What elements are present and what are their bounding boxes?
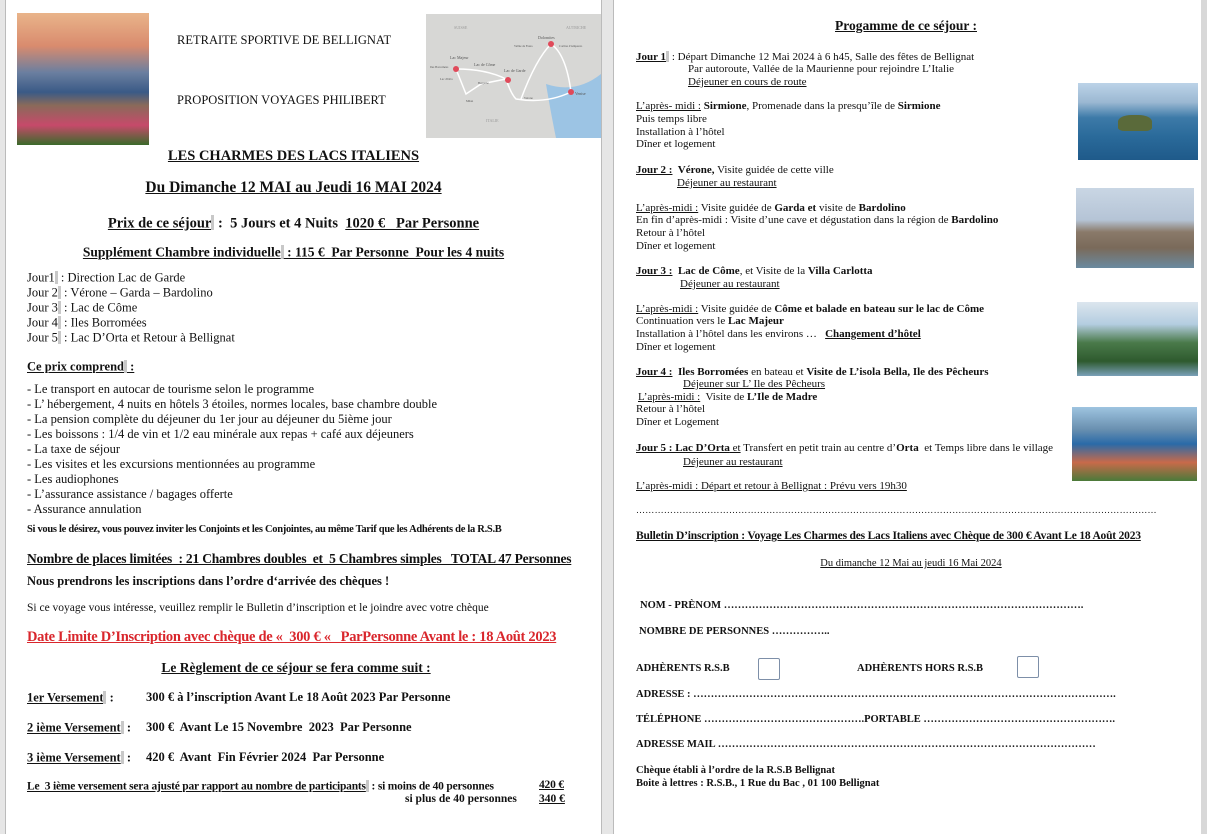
include-item: - Les visites et les excursions mentionnées au programme xyxy=(27,457,316,471)
include-item: - La pension complète du déjeuner du 1er jour au déjeuner du 5ième jour xyxy=(27,412,392,426)
order-note: Nous prendrons les inscriptions dans l’ordre d‘arrivée des chèques ! xyxy=(27,574,390,588)
text-line: Retour à l’hôtel xyxy=(636,227,706,239)
day-item: Jour 5 : Lac D’Orta et Retour à Bellignat xyxy=(27,330,235,345)
proposal-label: PROPOSITION VOYAGES PHILIBERT xyxy=(177,93,386,107)
trip-dates: Du Dimanche 12 MAI au Jeudi 16 MAI 2024 xyxy=(145,179,442,196)
map-label: Bergame xyxy=(478,81,489,85)
payment-row: 1er Versement : 300 € à l’inscription Avant Le 18 Août 2023 Par Personne xyxy=(27,690,451,705)
map-label: Vérone xyxy=(524,96,533,100)
day3-lunch: Déjeuner au restaurant xyxy=(680,278,780,290)
member-label: ADHÈRENTS R.S.B xyxy=(636,663,730,674)
map-label: SUISSE xyxy=(454,25,468,30)
map-label: Lac d'Orta xyxy=(440,77,453,81)
non-member-checkbox[interactable] xyxy=(1017,656,1039,678)
day1-route: Par autoroute, Vallée de la Maurienne pour rejoindre L’Italie xyxy=(688,63,955,75)
adjust-more: si plus de 40 personnes xyxy=(405,793,517,805)
price-label: Prix de ce séjour xyxy=(107,215,212,232)
villa-photo xyxy=(1077,302,1198,376)
supplement-value: : 115 € Par Personne Pour les 4 nuits xyxy=(283,244,505,260)
member-checkbox[interactable] xyxy=(758,658,780,680)
lake-orta-photo xyxy=(1072,407,1197,481)
adjust-note: Le 3 ième versement sera ajusté par rapport au nombre de participants : si moins de 40 personnes 420 € xyxy=(27,779,564,793)
persons-count-field[interactable]: NOMBRE DE PERSONNES …………….. xyxy=(639,626,830,637)
include-item: - Assurance annulation xyxy=(27,502,142,516)
deadline: Date Limite D’Inscription avec chèque de « 300 € « ParPersonne Avant le : 18 Août 2023 xyxy=(27,629,557,645)
map-label: Dolomites xyxy=(538,35,555,40)
sirmione-photo xyxy=(1078,83,1198,160)
price-line xyxy=(0,215,601,231)
text-line: Puis temps libre xyxy=(636,113,707,125)
day3: Jour 3 : Lac de Côme, et Visite de la Villa Carlotta xyxy=(636,265,873,277)
page-2 xyxy=(613,0,1207,834)
program-title: Progamme de ce séjour : xyxy=(835,18,977,33)
day-item: Jour1 : Direction Lac de Garde xyxy=(27,270,186,285)
day2: Jour 2 : Vérone, Visite guidée de cette ville xyxy=(636,164,834,176)
places-limit: Nombre de places limitées : 21 Chambres doubles et 5 Chambres simples TOTAL 47 Personnes xyxy=(27,551,572,566)
include-item: - Les audiophones xyxy=(27,472,119,486)
day1-afternoon: L’après- midi : Sirmione, Promenade dans la presqu’île de Sirmione xyxy=(636,100,941,112)
text-line: Installation à l’hôtel xyxy=(636,126,725,138)
day5-lunch: Déjeuner au restaurant xyxy=(683,456,783,468)
payment-title: Le Règlement de ce séjour se fera comme suit : xyxy=(161,660,431,675)
text-line: Dîner et Logement xyxy=(636,416,720,428)
includes-title: Ce prix comprend : xyxy=(27,359,135,374)
map-label: Lac de Garde xyxy=(504,68,526,73)
map-label: Cortina d'Ampezzo xyxy=(559,44,583,48)
day2-afternoon: L’après-midi : Visite guidée de Garda et visite de Bardolino xyxy=(636,202,906,214)
day4-lunch: Déjeuner sur L’ Ile des Pêcheurs xyxy=(683,378,826,390)
mailbox-address: Boite à lettres : R.S.B., 1 Rue du Bac , 01 100 Bellignat xyxy=(636,778,880,789)
form-dates: Du dimanche 12 Mai au jeudi 16 Mai 2024 xyxy=(820,558,1002,569)
map-label: AUTRICHE xyxy=(566,25,587,30)
text-line: Dîner et logement xyxy=(636,240,716,252)
phone-field[interactable]: TÉLÉPHONE ……………………………………….PORTABLE ………………………………………………. xyxy=(636,714,1115,725)
fill-note: Si ce voyage vous intéresse, veuillez remplir le Bulletin d’inscription et le joindre avec votre chèque xyxy=(27,602,489,614)
text-line: Dîner et logement xyxy=(636,138,716,150)
day4-afternoon: L’après-midi : Visite de L’Ile de Madre xyxy=(638,391,818,403)
text-line: Installation à l’hôtel dans les environs … Changement d’hôtel xyxy=(636,328,921,340)
map-label: Lac de Côme xyxy=(474,62,496,67)
invite-note: Si vous le désirez, vous pouvez inviter les Conjoints et les Conjointes, au même Tarif que les Adhérents de la R.S.B xyxy=(27,524,502,535)
day5: Jour 5 : Lac D’Orta et Transfert en petit train au centre d’Orta et Temps libre dans le village xyxy=(636,442,1054,454)
map-label: Lac Majeur xyxy=(450,55,469,60)
include-item: - Le transport en autocar de tourisme selon le programme xyxy=(27,382,315,396)
day2-lunch: Déjeuner au restaurant xyxy=(677,177,777,189)
text-line: Dîner et logement xyxy=(636,341,716,353)
non-member-label: ADHÈRENTS HORS R.S.B xyxy=(857,663,984,674)
supplement-line xyxy=(0,245,601,259)
day-item: Jour 3 : Lac de Côme xyxy=(27,300,138,315)
price-value: 1020 € Par Personne xyxy=(345,215,480,232)
price-duration: 5 Jours et 4 Nuits xyxy=(230,215,346,232)
map-label: Venise xyxy=(575,91,586,96)
map-label: Vallée de Fassa xyxy=(514,44,533,48)
price-colon: : xyxy=(214,215,231,232)
adjust-more-value: 340 € xyxy=(539,793,565,805)
payment-row: 3 ième Versement : 420 € Avant Fin Février 2024 Par Personne xyxy=(27,750,385,765)
include-item: - L’ hébergement, 4 nuits en hôtels 3 étoiles, normes locales, base chambre double xyxy=(27,397,438,411)
text-line: Retour à l’hôtel xyxy=(636,403,706,415)
day1: Jour 1 : Départ Dimanche 12 Mai 2024 à 6 h45, Salle des fêtes de Bellignat xyxy=(636,51,975,63)
include-item: - L’assurance assistance / bagages offerte xyxy=(27,487,233,501)
map-label: Iles Borromées xyxy=(430,65,449,69)
address-field[interactable]: ADRESSE : …………………………………………………………………………………………………………. xyxy=(636,689,1116,700)
map-label: ITALIE xyxy=(486,118,499,123)
map-label: Milan xyxy=(466,99,474,103)
text-line: Continuation vers le Lac Majeur xyxy=(636,315,784,327)
day1-lunch: Déjeuner en cours de route xyxy=(688,76,807,88)
day5-afternoon: L’après-midi : Départ et retour à Bellignat : Prévu vers 19h30 xyxy=(636,480,907,492)
include-item: - La taxe de séjour xyxy=(27,442,121,456)
day-item: Jour 2 : Vérone – Garda – Bardolino xyxy=(27,285,213,300)
email-field[interactable]: ADRESSE MAIL ……………………………………………………………………………………………… xyxy=(636,739,1096,750)
day-item: Jour 4 : Iles Borromées xyxy=(27,315,147,330)
lake-village-photo xyxy=(17,13,149,145)
vertical-scrollbar[interactable] xyxy=(1201,0,1207,834)
separator-line: …………………………………………………………………………………………………………………………………………………… xyxy=(636,506,1157,515)
payment-row: 2 ième Versement : 300 € Avant Le 15 Novembre 2023 Par Personne xyxy=(27,720,412,735)
trip-title: LES CHARMES DES LACS ITALIENS xyxy=(167,148,420,164)
cheque-note: Chèque établi à l’ordre de la R.S.B Bellignat xyxy=(636,765,836,776)
form-title: Bulletin D’inscription : Voyage Les Charmes des Lacs Italiens avec Chèque de 300 € Avant Le 18 Août 2023 xyxy=(636,530,1141,542)
page-1 xyxy=(5,0,602,834)
day4: Jour 4 : Iles Borromées en bateau et Visite de L’isola Bella, Ile des Pêcheurs xyxy=(636,366,989,378)
castle-photo xyxy=(1076,188,1194,268)
name-field[interactable]: NOM - PRÈNOM …………………………………………………………………………………………. xyxy=(640,600,1084,611)
day2-evening: En fin d’après-midi : Visite d’une cave et dégustation dans la région de Bardolino xyxy=(636,214,999,226)
org-name: RETRAITE SPORTIVE DE BELLIGNAT xyxy=(177,33,392,47)
supplement-label: Supplément Chambre individuelle xyxy=(82,244,281,260)
route-map xyxy=(426,14,601,138)
day3-afternoon: L’après-midi : Visite guidée de Côme et balade en bateau sur le lac de Côme xyxy=(636,303,985,315)
include-item: - Les boissons : 1/4 de vin et 1/2 eau minérale aux repas + café aux déjeuners xyxy=(27,427,414,441)
